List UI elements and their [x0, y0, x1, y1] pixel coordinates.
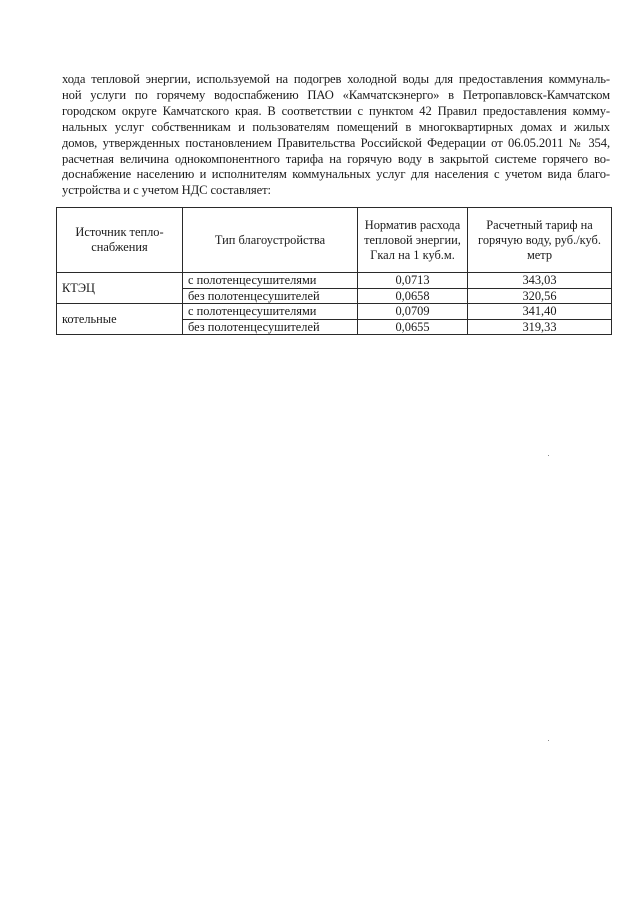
- header-source: Источник тепло-снабжения: [57, 208, 183, 273]
- paragraph-line: нальных услуг собственникам и пользователям помещений в многоквартирных домах и жилых: [62, 119, 610, 134]
- norm-cell: 0,0713: [358, 273, 468, 289]
- source-cell: котельные: [57, 304, 183, 335]
- table-row: [57, 273, 612, 289]
- paragraph-line: расчетная величина однокомпонентного тарифа на горячую воду в закрытой системе горячего во-: [62, 151, 610, 166]
- tariff-cell: 343,03: [468, 273, 612, 289]
- paragraph-line: доснабжение населению и исполнителям коммунальных услуг для населения с учетом вида благо-: [62, 167, 610, 182]
- paragraph-line: домов, утвержденных постановлением Правительства Российской Федерации от 06.05.2011 № 354,: [62, 135, 610, 150]
- norm-cell: 0,0655: [358, 319, 468, 335]
- paragraph-line: городском округе Камчатского края. В соответствии с пунктом 42 Правил предоставления комму-: [62, 103, 610, 118]
- type-cell: без полотенцесушителей: [183, 319, 358, 335]
- tariff-cell: 319,33: [468, 319, 612, 335]
- paragraph-line: хода тепловой энергии, используемой на подогрев холодной воды для предоставления коммуналь-: [62, 72, 610, 86]
- scan-speck: [548, 740, 549, 741]
- tariff-cell: 341,40: [468, 304, 612, 320]
- tariff-cell: 320,56: [468, 288, 612, 304]
- header-norm: Норматив расхода тепловой энергии, Гкал на 1 куб.м.: [358, 208, 468, 273]
- scan-speck: [548, 455, 549, 456]
- header-type: Тип благоустройства: [183, 208, 358, 273]
- type-cell: с полотенцесушителями: [183, 304, 358, 320]
- norm-cell: 0,0658: [358, 288, 468, 304]
- paragraph-line: устройства и с учетом НДС составляет:: [62, 183, 271, 198]
- table-header-row: [57, 208, 612, 273]
- type-cell: без полотенцесушителей: [183, 288, 358, 304]
- tariff-table: [56, 207, 612, 335]
- table-row: [57, 304, 612, 320]
- header-tariff: Расчетный тариф на горячую воду, руб./куб. метр: [468, 208, 612, 273]
- norm-cell: 0,0709: [358, 304, 468, 320]
- type-cell: с полотенцесушителями: [183, 273, 358, 289]
- source-cell: КТЭЦ: [57, 273, 183, 304]
- paragraph-line: ной услуги по горячему водоспабжению ПАО «Камчатскэнерго» в Петропавловск-Камчатском: [62, 87, 610, 102]
- body-paragraph: [62, 72, 610, 199]
